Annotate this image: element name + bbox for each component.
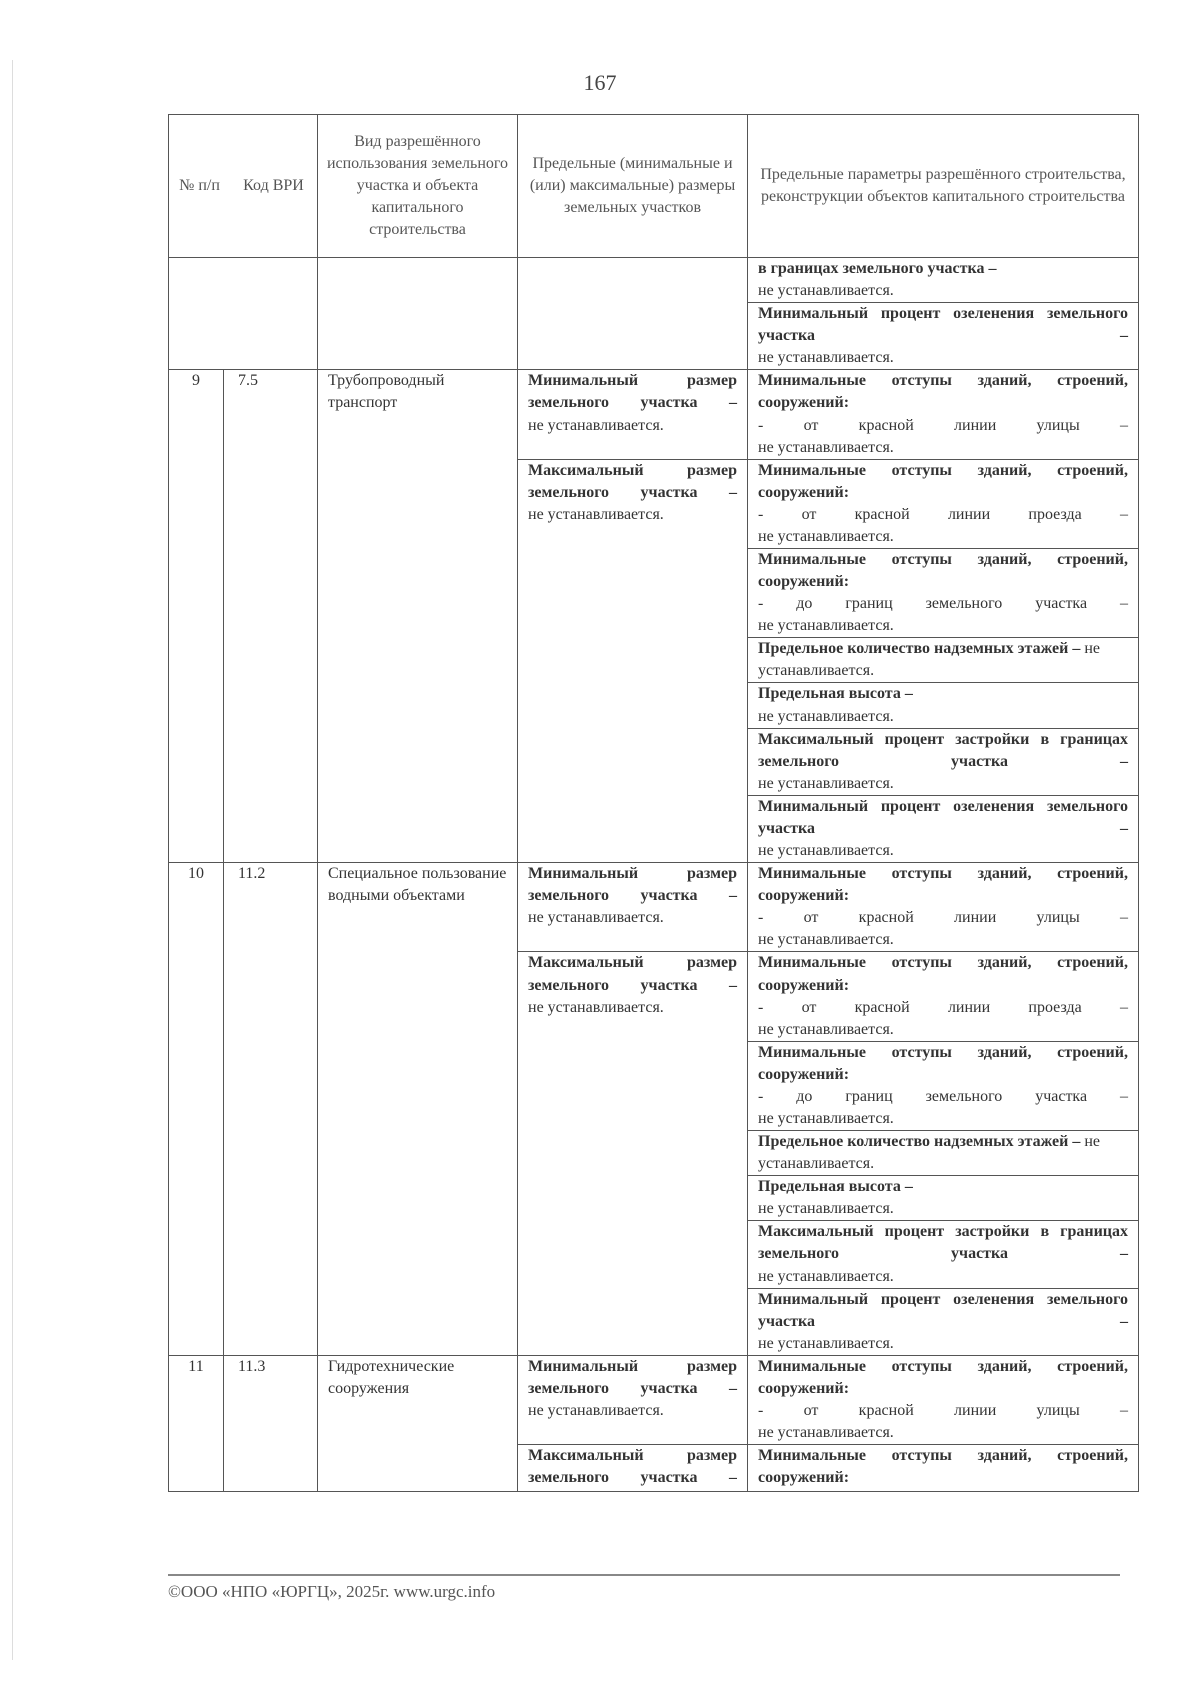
header-sizes: Предельные (минимальные и (или) максимальные) размеры земельных участков	[518, 115, 748, 258]
max-plot-size: Максимальный размер земельного участка – не устанавливается.	[518, 952, 748, 1355]
param-setback-boundary: Минимальные отступы зданий, строений, сооружений: - до границ земельного участка – не устанавливается.	[748, 549, 1139, 638]
param-greening: Минимальный процент озеленения земельного участка – не устанавливается.	[748, 795, 1139, 862]
param-height: Предельная высота – не устанавливается.	[748, 1176, 1139, 1221]
table-row	[169, 1355, 1139, 1444]
header-type: Вид разрешённого использования земельного участка и объекта капитального строительства	[318, 115, 518, 258]
row-num: 10	[169, 863, 224, 1356]
param-setback-street: Минимальные отступы зданий, строений, сооружений: - от красной линии улицы – не устанавливается.	[748, 1355, 1139, 1444]
cont-type	[318, 258, 518, 370]
cont-sizes	[518, 258, 748, 370]
param-setback-driveway: Минимальные отступы зданий, строений, сооружений:	[748, 1445, 1139, 1492]
param-coverage-tail: в границах земельного участка – не устанавливается.	[748, 258, 1139, 303]
row-type: Гидротехнические сооружения	[318, 1355, 518, 1491]
param-setback-street: Минимальные отступы зданий, строений, сооружений: - от красной линии улицы – не устанавливается.	[748, 370, 1139, 459]
param-setback-driveway: Минимальные отступы зданий, строений, сооружений: - от красной линии проезда – не устанавливается.	[748, 459, 1139, 548]
table-row-continuation	[169, 258, 1139, 303]
table-header-row	[169, 115, 1139, 258]
footer-copyright: ©ООО «НПО «ЮРГЦ», 2025г. www.urgc.info	[168, 1582, 496, 1601]
min-plot-size: Минимальный размер земельного участка – не устанавливается.	[518, 370, 748, 459]
min-plot-size: Минимальный размер земельного участка – не устанавливается.	[518, 863, 748, 952]
param-coverage: Максимальный процент застройки в границах земельного участка – не устанавливается.	[748, 1221, 1139, 1288]
page-number: 167	[583, 70, 617, 95]
param-greening: Минимальный процент озеленения земельного участка – не устанавливается.	[748, 1288, 1139, 1355]
row-num: 9	[169, 370, 224, 863]
header-code: Код ВРИ	[243, 176, 304, 194]
min-plot-size: Минимальный размер земельного участка – не устанавливается.	[518, 1355, 748, 1444]
max-plot-size: Максимальный размер земельного участка – не устанавливается.	[518, 459, 748, 862]
param-height: Предельная высота – не устанавливается.	[748, 683, 1139, 728]
row-type: Специальное пользование водными объектами	[318, 863, 518, 1356]
param-greening: Минимальный процент озеленения земельного участка – не устанавливается.	[748, 303, 1139, 370]
footer-divider	[168, 1574, 1120, 1576]
vri-table	[168, 114, 1139, 1492]
param-floors: Предельное количество надземных этажей – не устанавливается.	[748, 1131, 1139, 1176]
scan-margin	[12, 60, 13, 1660]
param-setback-street: Минимальные отступы зданий, строений, сооружений: - от красной линии улицы – не устанавливается.	[748, 863, 1139, 952]
row-type: Трубопроводный транспорт	[318, 370, 518, 863]
header-num: № п/п	[179, 176, 220, 194]
cont-num-code	[169, 258, 318, 370]
param-setback-driveway: Минимальные отступы зданий, строений, сооружений: - от красной линии проезда – не устанавливается.	[748, 952, 1139, 1041]
max-plot-size: Максимальный размер земельного участка –	[518, 1445, 748, 1492]
table-row	[169, 863, 1139, 952]
param-floors: Предельное количество надземных этажей – не устанавливается.	[748, 638, 1139, 683]
header-num-code	[169, 115, 318, 258]
row-code: 11.3	[224, 1355, 318, 1491]
table-row	[169, 370, 1139, 459]
header-params: Предельные параметры разрешённого строительства, реконструкции объектов капитального строительства	[748, 115, 1139, 258]
row-num: 11	[169, 1355, 224, 1491]
param-setback-boundary: Минимальные отступы зданий, строений, сооружений: - до границ земельного участка – не устанавливается.	[748, 1041, 1139, 1130]
param-coverage: Максимальный процент застройки в границах земельного участка – не устанавливается.	[748, 728, 1139, 795]
row-code: 7.5	[224, 370, 318, 863]
row-code: 11.2	[224, 863, 318, 1356]
